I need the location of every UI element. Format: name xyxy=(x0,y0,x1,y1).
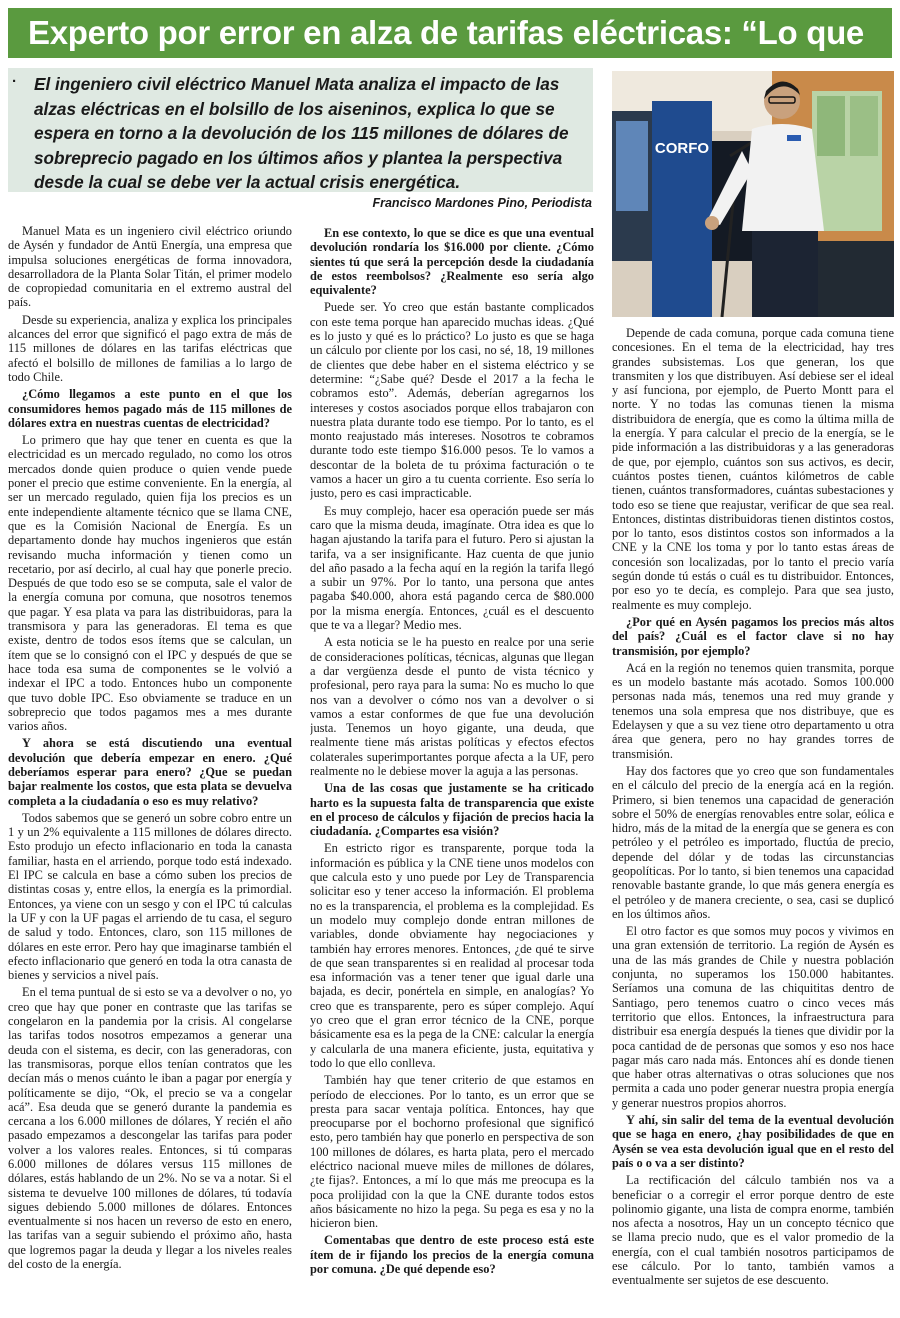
interview-question: ¿Cómo llegamos a este punto en el que los consumidores hemos pagado más de 115 millones de dólares extra en nuestras cuentas de electricidad? xyxy=(8,387,292,430)
article-paragraph: El otro factor es que somos muy pocos y vivimos en una gran extensión de territorio. La región de Aysén es una de las más grandes de Chile y nuestra población conjunta, no superamos los 150.000 habitantes. Seríamos una comuna de las chiquititas dentro de Santiago, pero tenemos cuatro o cinco veces más territorio que ellos. Entonces, la infraestructura para distribuir esa energía después la tienes que dividir por la poca cantidad de de personas que somos y eso nos hace pagar más caro nada más. Entonces ahí es donde tienen que haber otras alternativas o otras soluciones que nos permita a cada uno poder generar nuestra propia energía y generar nuestros propios ahorros. xyxy=(612,924,894,1110)
article-paragraph: Manuel Mata es un ingeniero civil eléctrico oriundo de Aysén y fundador de Antü Energía, una empresa que impulsa soluciones energéticas de forma innovadora, desarrolladora de la Planta Solar Titán, el primer modelo de copropiedad comunitaria en el extremo austral del país. xyxy=(8,224,292,310)
headline-text: Experto por error en alza de tarifas eléctricas: “Lo que xyxy=(28,14,864,51)
article-paragraph: Acá en la región no tenemos quien transmita, porque es un modelo bastante más acotado. Somos 100.000 personas nada más, tenemos una red muy grande y tenemos una sola empresa que nos distribuye, que es Edelaysen y que a su vez tiene otro departamento u otra área que genera, pero no hay grandes torres de transmisión. xyxy=(612,660,894,761)
article-paragraph: Hay dos factores que yo creo que son fundamentales en el cálculo del precio de la energía acá en la región. Primero, si bien tenemos una capacidad de generación sobre el 50% de energías renovables entre solar, eólica e hidro, más de la mitad de la energía que se genera es con petróleo y el petróleo es importado, fluctúa de precio, depende del dólar y de todas las circunstancias geopolíticas. Por lo tanto, si bien tenemos una capacidad renovable bastante grande, lo que más genera energía es el petróleo y de manera creciente, o sea, casi se duplicó en los últimos años. xyxy=(612,763,894,921)
article-paragraph: Desde su experiencia, analiza y explica los principales alcances del error que significó el pago extra de más de 115 millones de dólares en las tarifas eléctricas que afectó el bolsillo de millones de familias a lo largo de todo Chile. xyxy=(8,312,292,384)
article-paragraph: Lo primero que hay que tener en cuenta es que la electricidad es un mercado regulado, no como los otros mercados donde quien produce o quien vende puede poner el precio que estime conveniente. En la energía, al ser un mercado regulado, quien fija los precios es un ente independiente altamente técnico que se llama CNE, que es la Comisión Nacional de Energía. Es un departamento donde hay muchos ingenieros que están revisando mucha información y tienen como un recetario, por así decirlo, al cual hay que ponerle precio. Después de que todo eso se se computa, sale el valor de la energía comuna por comuna, que nosotros tenemos que pagar. Y esa plata va para las distribuidoras, para la transmisora y para las generadoras. El tema es que existe, dentro de todos esos ítems que se calculan, un ítem que se lo consignó con el IPC y después de que se hace toda esa suma de componentes se le volvió a indexar el IPC a todo. Entonces hubo un componente que tuvo doble IPC. Eso obviamente se traduce en un sobreprecio que todos pagamos mes a mes durante varios años. xyxy=(8,433,292,734)
article-paragraph: La rectificación del cálculo también nos va a beneficiar o a corregir el error porque dentro de este polinomio gigante, una lista de compra enorme, también nos afecta a nosotros, Hay un un concepto técnico que se llama precio nudo, que es el valor promedio de la energía, con el cual también nosotros participamos de ese cálculo. Por lo tanto, también vamos a eventualmente ser sujetos de ese descuento. xyxy=(612,1173,894,1288)
article-paragraph: Depende de cada comuna, porque cada comuna tiene concesiones. En el tema de la electricidad, hay tres grandes subsistemas. Los que generan, los que transmiten y los que distribuyen. Así debiese ser el ideal y así funciona, por ejemplo, de Puerto Montt para el norte. Y no todas las comunas tienen la misma distribuidora de energía, que es como la última milla de la energía. Y para calcular el precio de la energía, se le pide información a las distribuidoras y a las generadoras de que, por ejemplo, cuántos son sus activos, es decir, cuántos postes tienen, cuántos kilómetros de cable tienen, cuántos transformadores, cuántas subestaciones y todo eso se tiene que reajustar, verificar de que sea real. Entonces, distintas distribuidoras tienen distintos costos, por lo tanto, esos distintos costos son informados a la CNE y la CNE los toma y por lo tanto estas áreas de concesión son localizadas, por lo tanto el precio varía según donde tú estás o cuál es tu distribuidor. Entonces, por eso yo te decía, es complejo. Para que sea justo, realmente es muy complejo. xyxy=(612,326,894,612)
interview-question: Comentabas que dentro de este proceso está este ítem de ir fijando los precios de la energía comuna por comuna. ¿De qué depende eso? xyxy=(310,1233,594,1277)
article-paragraph: También hay que tener criterio de que estamos en período de elecciones. Por lo tanto, es un error que se presta para sacar ventaja política. Entonces, hay que preocuparse por el bochorno profesional que significó esto, pero también hay que ponerlo en perspectiva de son 100 millones de dólares, es harta plata, pero el mercado eléctrico nacional mueve miles de millones de dólares, ¿te fijas?. Entonces, a mí lo que más me preocupa es la poca prolijidad con la que la CNE durante todos estos años básicamente no hizo la pega. Su pega es esa y no la hicieron bien. xyxy=(310,1073,594,1231)
bullet-icon: · xyxy=(12,73,17,90)
article-paragraph: Todos sabemos que se generó un sobre cobro entre un 1 y un 2% equivalente a 115 millones de dólares directo. Esto produjo un efecto inflacionario en toda la canasta familiar, hasta en el arriendo, porque todo está indexado. El IPC se calcula en base a cómo suben los precios de distintas cosas y, entre ellos, la energía es la primordial. Entonces, ya viene con un sesgo y con el IPC tú calculas la UF y con la UF pagas el arriendo de tu casa, el seguro de salud y todo. Entonces, claro, son 115 millones de dólares en este error. Pero hay que imaginarse también el efecto inflacionario que generó en toda la otra canasta de bienes y servicios a nivel país. xyxy=(8,810,292,983)
interview-question: Y ahora se está discutiendo una eventual devolución que debería empezar en enero. ¿Qué deberíamos esperar para enero? ¿Que se puedan bajar realmente los costos, que esta plata se devuelva completa a la ciudadanía o eso es muy relativo? xyxy=(8,736,292,808)
lead-summary xyxy=(8,68,593,192)
article-paragraph: Puede ser. Yo creo que están bastante complicados con este tema porque han aparecido muchas ideas. ¿Qué es lo justo y qué es lo práctico? Lo justo es que se haga un cálculo por cliente por los casi, no sé, 18, 19 millones de clientes que debe haber en el sistema eléctrico y se determine: “¿Sabe qué? Desde el 2017 a la fecha le cobramos esto”. Además, deberían agregarnos los intereses y costos asociados porque ellos trabajaron con nuestra plata durante todo ese tiempo. Por lo tanto, es el monto reajustado más intereses. Nosotros te cobramos durante todo este tiempo $16.000 pesos. Te lo vamos a descontar de la boleta de tu próxima facturación o te vamos a hacer un giro a tu cuenta corriente. Eso sería lo justo, pero es casi impracticable. xyxy=(310,300,594,501)
article-column-2 xyxy=(310,224,594,1314)
interview-question: Una de las cosas que justamente se ha criticado harto es la supuesta falta de transparencia que existe en el proceso de cálculos y fijación de precios hacia la ciudadanía. ¿Compartes esa visión? xyxy=(310,781,594,839)
article-column-1 xyxy=(8,224,292,1314)
article-paragraph: En el tema puntual de si esto se va a devolver o no, yo creo que hay que poner en contraste que las tarifas se congelaron en la pandemia por la crisis. Al congelarse las tarifas todos nosotros empezamos a generar una deuda con el sistema, es decir, con las generadoras, con las transmisoras, porque ellos tenían contratos que les decían más o menos cuánto le iban a pagar por energía y políticamente se dijo, “Ok, el precio se va a congelar acá”. Esa deuda que se generó durante la pandemia es cercana a los 6.000 millones de dólares, Y recién el año pasado empezamos a descongelar las tarifas para poder volver a los valores reales. Entonces, si tú comparas 6.000 millones de dólares versus 115 millones de dólares, estás hablando de un 2%. No se va a notar. Si el sistema te devuelve 100 millones de dólares, tú todavía sigues debiendo 5.000 millones de dólares. Entonces eventualmente si nos hacen un reverso de esto en enero, las tarifas van a seguir subiendo el próximo año, hasta que logremos pagar la deuda y llegar a los niveles reales del costo de la energía. xyxy=(8,985,292,1272)
speaker-photo-illustration xyxy=(612,71,894,317)
interview-question: Y ahí, sin salir del tema de la eventual devolución que se haga en enero, ¿hay posibilidades de que en Aysén se vea esta devolución igual que en el resto del país o o va a ser distinto? xyxy=(612,1113,894,1170)
interview-question: ¿Por qué en Aysén pagamos los precios más altos del país? ¿Cuál es el factor clave si no hay transmisión, por ejemplo? xyxy=(612,614,894,658)
article-paragraph: Es muy complejo, hacer esa operación puede ser más caro que la misma deuda, imagínate. Otra idea es que lo hagan ajustando la tarifa para el futuro. Pero si ajustan la tarifa, va a ser insignificante. Haz cuenta de que junio del año pasado a la fecha aquí en la región la tarifa llegó a subir un 97%. Por lo tanto, una persona que antes pagaba $40.000, ahora está pagando cerca de $80.000 por la misma energía. Entonces, ¿cuál es el descuento que te va a llegar? Medio mes. xyxy=(310,503,594,633)
interview-question: En ese contexto, lo que se dice es que una eventual devolución rondaría los $16.000 por cliente. ¿Cómo sientes tú que será la percepción desde la ciudadanía de estos reembolsos? ¿Realmente eso sería algo equivalente? xyxy=(310,226,594,298)
article-column-3 xyxy=(612,326,894,1314)
lead-text: El ingeniero civil eléctrico Manuel Mata analiza el impacto de las alzas eléctricas en el bolsillo de los aiseninos, explica lo que se espera en torno a la devolución de los 115 millones de dólares de sobreprecio pagado en los últimos años y plantea la perspectiva desde la cual se debe ver la actual crisis energética. xyxy=(34,74,569,192)
corfo-sign: CORFO xyxy=(654,140,710,157)
byline: Francisco Mardones Pino, Periodista xyxy=(372,196,592,210)
headline-banner xyxy=(8,8,892,58)
article-paragraph: En estricto rigor es transparente, porque toda la información es pública y la CNE tiene unos modelos con que calcula esto y uno puede por Ley de Transparencia solicitar eso y tener acceso la información. El problema no es la transparencia, el problema es la complejidad. Es un modelo muy complejo donde entran millones de variables, donde obviamente hay negociaciones y también hay errores menores. Entonces, ¿de qué te sirve de que sean transparentes si en realidad al procesar toda esa información vas a tener tener que igual darle una bajada, es decir, ponértela en simple, en analogías? Yo creo que es transparente, pero es súper complejo. Aquí yo creo que el gran error técnico de la CNE, porque básicamente esa es la pega de la CNE: calcular la energía y calcularla de una manera eficiente, justa, equitativa y todo lo que ello conlleva. xyxy=(310,841,594,1070)
article-paragraph: A esta noticia se le ha puesto en realce por una serie de consideraciones políticas, técnicas, algunas que llegan a dar vergüenza desde el punto de vista técnico y profesional, pero raya para la suma: No es mucho lo que nos van a devolver o cómo nos van a devolver o si vamos a estar conformes de que fue una devolución justa. Tenemos un hoyo gigante, una deuda, que realmente tiene más aristas políticas y efectos efectos colaterales superimportantes porque afecta a la UF, pero realmente no le debiese mover la aguja a las personas. xyxy=(310,635,594,778)
article-photo xyxy=(612,71,894,317)
